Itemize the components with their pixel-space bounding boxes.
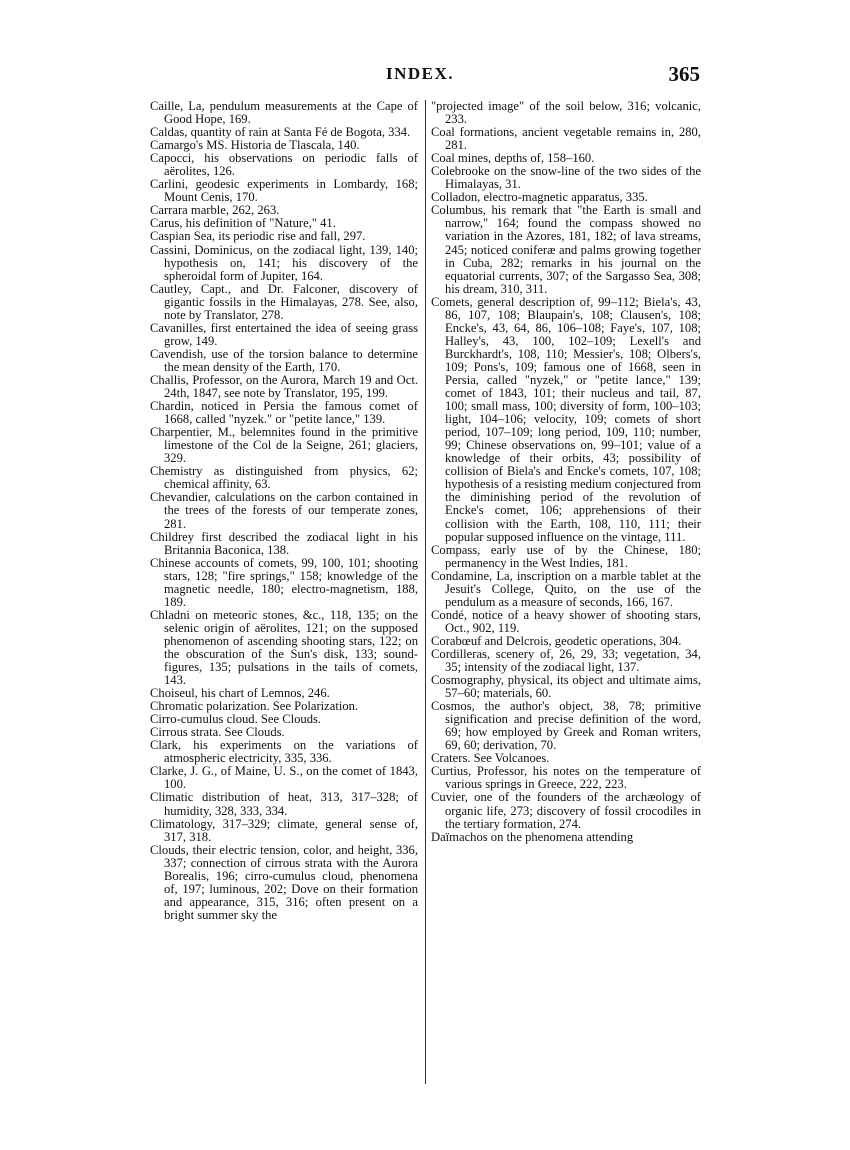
index-entry: Comets, general description of, 99–112; Biela's, 43, 86, 107, 108; Blaupain's, 108; Clausen's, 108; Encke's, 43, 64, 86, 106–108; Faye's, 107, 108; Halley's, 43, 100, 102–109; Lexell's and Burckhardt's, 108, 110; Messier's, 108; Olbers's, 109; Pons's, 109; famous one of 1668, seen in Persia, called "nyzek," or "petite lance," 139; comet of 1843, 101; their nucleus and tail, 87, 100; small mass, 100; diversity of form, 100–103; light, 104–106; velocity, 109; comets of short period, 107–109; long period, 109, 110; number, 99; Chinese observations on, 99–101; value of a knowledge of their orbits, 43; possibility of collision of Biela's and Encke's comets, 107, 108; hypothesis of a resisting medium conjectured from the diminishing period of the revolution of Encke's comet, 106; apprehensions of their collision with the Earth, 108, 110, 111; their popular supposed influence on the vintage, 111. — [431, 294, 702, 544]
index-entry: Cordilleras, scenery of, 26, 29, 33; vegetation, 34, 35; intensity of the zodiacal light, 137. — [431, 646, 701, 675]
index-entry: Compass, early use of by the Chinese, 180; permanency in the West Indies, 181. — [431, 542, 701, 570]
index-entry: "projected image" of the soil below, 316; volcanic, 233. — [431, 99, 701, 127]
index-entry: Challis, Professor, on the Aurora, March 19 and Oct. 24th, 1847, see note by Translator, 195, 199. — [150, 372, 418, 401]
index-entry: Climatic distribution of heat, 313, 317–328; of humidity, 328, 333, 334. — [150, 790, 418, 818]
index-entry: Cassini, Dominicus, on the zodiacal light, 139, 140; hypothesis on, 141; his discovery of the spheroidal form of Jupiter, 164. — [150, 242, 418, 283]
index-entry: Charpentier, M., belemnites found in the primitive limestone of the Col de la Seigne, 261; glaciers, 329. — [150, 425, 418, 466]
index-entry: Camargo's MS. Historia de Tlascala, 140. — [150, 138, 360, 153]
index-entry: Colladon, electro-magnetic apparatus, 335. — [431, 190, 648, 205]
index-entry: Caille, La, pendulum measurements at the Cape of Good Hope, 169. — [150, 99, 418, 127]
index-entry: Clark, his experiments on the variations of atmospheric electricity, 335, 336. — [150, 738, 418, 766]
index-entry: Caspian Sea, its periodic rise and fall, 297. — [150, 229, 366, 244]
index-entry: Choiseul, his chart of Lemnos, 246. — [150, 686, 330, 701]
index-entry: Chardin, noticed in Persia the famous comet of 1668, called "nyzek." or "petite lance," 139. — [150, 399, 418, 427]
index-entry: Carlini, geodesic experiments in Lombardy, 168; Mount Cenis, 170. — [150, 177, 418, 205]
index-entry: Chladni on meteoric stones, &c., 118, 135; on the selenic origin of aërolites, 121; on the supposed phenomenon of ascending shooting stars, 122; on the obscuration of the Sun's disk, 133; sound-figures, 135; pulsations in the tails of comets, 143. — [150, 607, 418, 688]
index-entry: Carrara marble, 262, 263. — [150, 203, 280, 218]
index-column-left — [150, 100, 418, 922]
index-entry: Climatology, 317–329; climate, general sense of, 317, 318. — [150, 816, 418, 844]
index-entry: Carus, his definition of "Nature," 41. — [150, 216, 336, 231]
index-entry: Cuvier, one of the founders of the archæology of organic life, 273; discovery of fossil crocodiles in the tertiary formation, 274. — [431, 790, 701, 831]
index-entry: Cirro-cumulus cloud. See Clouds. — [150, 712, 322, 727]
index-entry: Columbus, his remark that "the Earth is small and narrow," 164; found the compass showed no variation in the Azores, 181, 182; of lava streams, 245; noticed coniferæ and palms growing together in Cuba, 282; remarks in his journal on the equatorial currents, 307; of the Sargasso Sea, 308; his dream, 310, 311. — [431, 203, 701, 296]
index-entry: Craters. See Volcanoes. — [431, 751, 550, 766]
index-entry: Childrey first described the zodiacal light in his Britannia Baconica, 138. — [150, 529, 418, 557]
index-entry: Condé, notice of a heavy shower of shooting stars, Oct., 902, 119. — [431, 607, 701, 635]
index-entry: Clarke, J. G., of Maine, U. S., on the comet of 1843, 100. — [150, 764, 418, 792]
index-entry: Chromatic polarization. See Polarization. — [150, 699, 359, 714]
index-entry: Coal formations, ancient vegetable remains in, 280, 281. — [431, 125, 701, 153]
page-number: 365 — [668, 62, 700, 86]
index-entry: Colebrooke on the snow-line of the two sides of the Himalayas, 31. — [431, 164, 701, 192]
index-entry: Clouds, their electric tension, color, and height, 336, 337; connection of cirrous strata with the Aurora Borealis, 196; cirro-cumulus cloud, phenomena of, 197; luminous, 202; Dove on their formation and appearance, 315, 316; often present on a bright summer sky the — [150, 842, 418, 922]
running-title: INDEX. — [386, 64, 455, 83]
index-entry: Chinese accounts of comets, 99, 100, 101; shooting stars, 128; "fire springs," 158; knowledge of the magnetic needle, 180; electro-magnetism, 188, 189. — [150, 555, 418, 609]
index-entry: Curtius, Professor, his notes on the temperature of various springs in Greece, 222, 223. — [431, 764, 701, 792]
index-entry: Capocci, his observations on periodic falls of aërolites, 126. — [150, 151, 418, 179]
index-entry: Cavendish, use of the torsion balance to determine the mean density of the Earth, 170. — [150, 346, 418, 374]
index-entry: Chemistry as distinguished from physics, 62; chemical affinity, 63. — [150, 464, 418, 492]
index-entry: Cautley, Capt., and Dr. Falconer, discovery of gigantic fossils in the Himalayas, 278. See, also, note by Translator, 278. — [150, 281, 418, 322]
column-divider — [425, 100, 426, 1084]
index-entry: Condamine, La, inscription on a marble tablet at the Jesuit's College, Quito, on the use of the pendulum as a measure of seconds, 166, 167. — [431, 568, 701, 609]
index-entry: Cavanilles, first entertained the idea of seeing grass grow, 149. — [150, 320, 418, 348]
index-entry: Coal mines, depths of, 158–160. — [431, 151, 595, 166]
index-entry: Caldas, quantity of rain at Santa Fé de Bogota, 334. — [150, 125, 411, 140]
index-entry: Cosmography, physical, its object and ultimate aims, 57–60; materials, 60. — [431, 673, 701, 701]
index-entry: Corabœuf and Delcrois, geodetic operations, 304. — [431, 633, 682, 648]
index-entry: Chevandier, calculations on the carbon contained in the trees of the forests of our temperate zones, 281. — [150, 490, 418, 531]
page-header — [150, 64, 700, 88]
index-entry: Cosmos, the author's object, 38, 78; primitive signification and precise definition of the word, 69; how employed by Greek and Roman writers, 69, 60; derivation, 70. — [431, 699, 701, 753]
index-entry: Daïmachos on the phenomena attending — [431, 829, 634, 844]
index-entry: Cirrous strata. See Clouds. — [150, 725, 285, 740]
index-column-right — [431, 100, 701, 844]
